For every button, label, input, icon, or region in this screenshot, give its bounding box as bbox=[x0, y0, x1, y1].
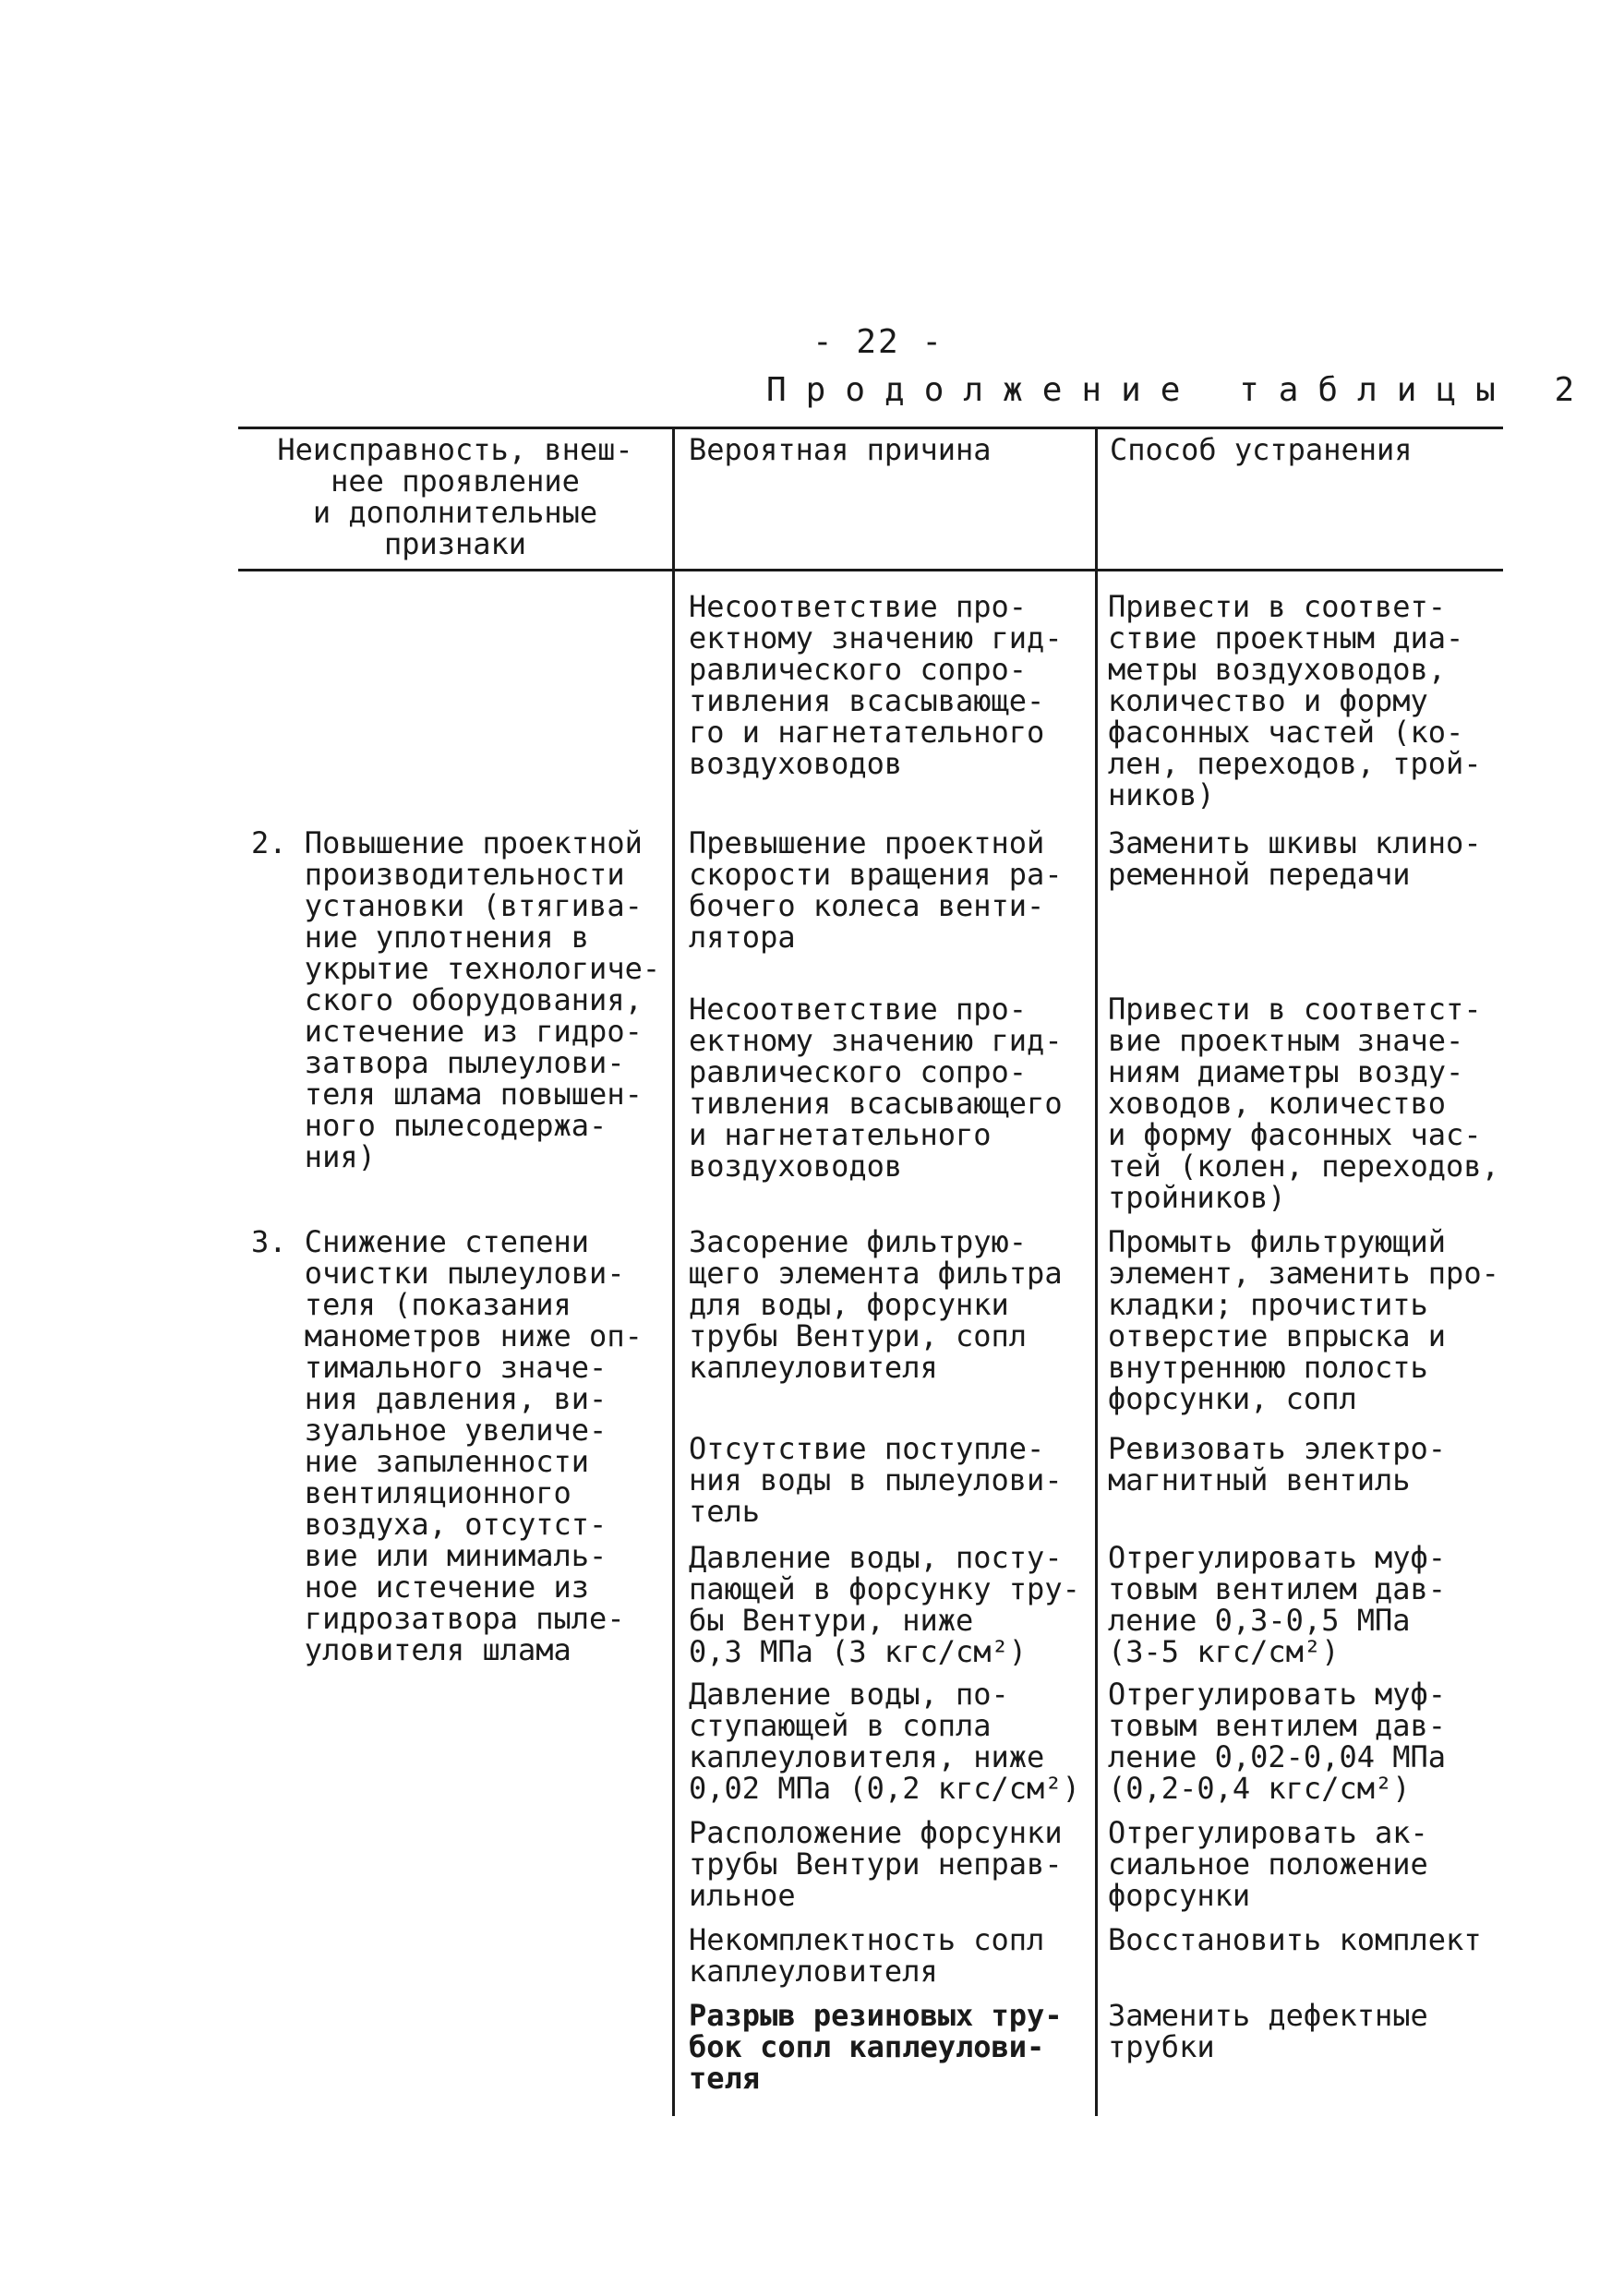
header-fault: Неисправность, внеш- нее проявление и дополнительные признаки bbox=[277, 432, 633, 561]
row-10-cause: Разрыв резиновых тру- бок сопл каплеулови- теля bbox=[689, 1998, 1063, 2096]
row-7-remedy: Отрегулировать муф- товым вентилем дав- ление 0,02-0,04 МПа (0,2-0,4 кгс/см²) bbox=[1108, 1677, 1447, 1806]
row-4-remedy: Промыть фильтрующий элемент, заменить про- кладки; прочистить отверстие впрыска и внутреннюю полость форсунки, сопл bbox=[1108, 1224, 1499, 1416]
row-6-cause: Давление воды, посту- пающей в форсунку тру- бы Вентури, ниже 0,3 МПа (3 кгс/см²) bbox=[689, 1540, 1080, 1669]
row-3-cause: Несоответствие про- ектному значению гид- равлического сопро- тивления всасывающего и нагнетательного воздуховодов bbox=[689, 992, 1063, 1184]
page-number: - 22 - bbox=[812, 323, 944, 361]
table-continuation-title: Продолжение таблицы 2 bbox=[766, 371, 1594, 409]
row-1-remedy: Привести в соответ- ствие проектным диа- метры воздуховодов, количество и форму фасонных частей (ко- лен, переходов, трой- ников) bbox=[1108, 589, 1482, 812]
fault-table bbox=[238, 427, 1503, 2116]
column-divider-1 bbox=[672, 427, 675, 2116]
header-remedy: Способ устранения bbox=[1110, 432, 1413, 467]
table-top-rule bbox=[238, 427, 1503, 429]
row-2-cause: Превышение проектной скорости вращения ра- бочего колеса венти- лятора bbox=[689, 825, 1063, 955]
row-10-remedy: Заменить дефектные трубки bbox=[1108, 1998, 1428, 2064]
row-5-remedy: Ревизовать электро- магнитный вентиль bbox=[1108, 1431, 1447, 1497]
column-divider-2 bbox=[1095, 427, 1098, 2116]
row-2-remedy: Заменить шкивы клино- ременной передачи bbox=[1108, 825, 1482, 892]
row-6-remedy: Отрегулировать муф- товым вентилем дав- ление 0,3-0,5 МПа (3-5 кгс/см²) bbox=[1108, 1540, 1447, 1669]
row-1-cause: Несоответствие про- ектному значению гид- равлического сопро- тивления всасывающе- го и нагнетательного воздуховодов bbox=[689, 589, 1063, 781]
fault-2: 2. Повышение проектной производительности установки (втягива- ние уплотнения в укрытие технологиче- ского оборудования, истечение из гидро- затвора пылеулови- теля шлама повышен- ного пылесодержа- ния) bbox=[251, 825, 661, 1174]
row-5-cause: Отсутствие поступле- ния воды в пылеулови- тель bbox=[689, 1431, 1063, 1529]
row-8-cause: Расположение форсунки трубы Вентури неправ- ильное bbox=[689, 1815, 1063, 1913]
row-7-cause: Давление воды, по- ступающей в сопла каплеуловителя, ниже 0,02 МПа (0,2 кгс/см²) bbox=[689, 1677, 1080, 1806]
row-9-cause: Некомплектность сопл каплеуловителя bbox=[689, 1922, 1045, 1989]
header-bottom-rule bbox=[238, 569, 1503, 571]
row-8-remedy: Отрегулировать ак- сиальное положение форсунки bbox=[1108, 1815, 1428, 1913]
fault-3: 3. Снижение степени очистки пылеулови- теля (показания манометров ниже оп- тимального значе- ния давления, ви- зуальное увеличе- ние запыленности вентиляционного воздуха, отсутст- вие или минималь- ное истечение из гидрозатвора пыле- уловителя шлама bbox=[251, 1224, 643, 1667]
row-3-remedy: Привести в соответст- вие проектным значе- ниям диаметры возду- ховодов, количество и форму фасонных час- тей (колен, переходов, тройников) bbox=[1108, 992, 1499, 1215]
row-4-cause: Засорение фильтрую- щего элемента фильтра для воды, форсунки трубы Вентури, сопл каплеуловителя bbox=[689, 1224, 1063, 1385]
row-9-remedy: Восстановить комплект bbox=[1108, 1922, 1482, 1957]
header-cause: Вероятная причина bbox=[689, 432, 992, 467]
